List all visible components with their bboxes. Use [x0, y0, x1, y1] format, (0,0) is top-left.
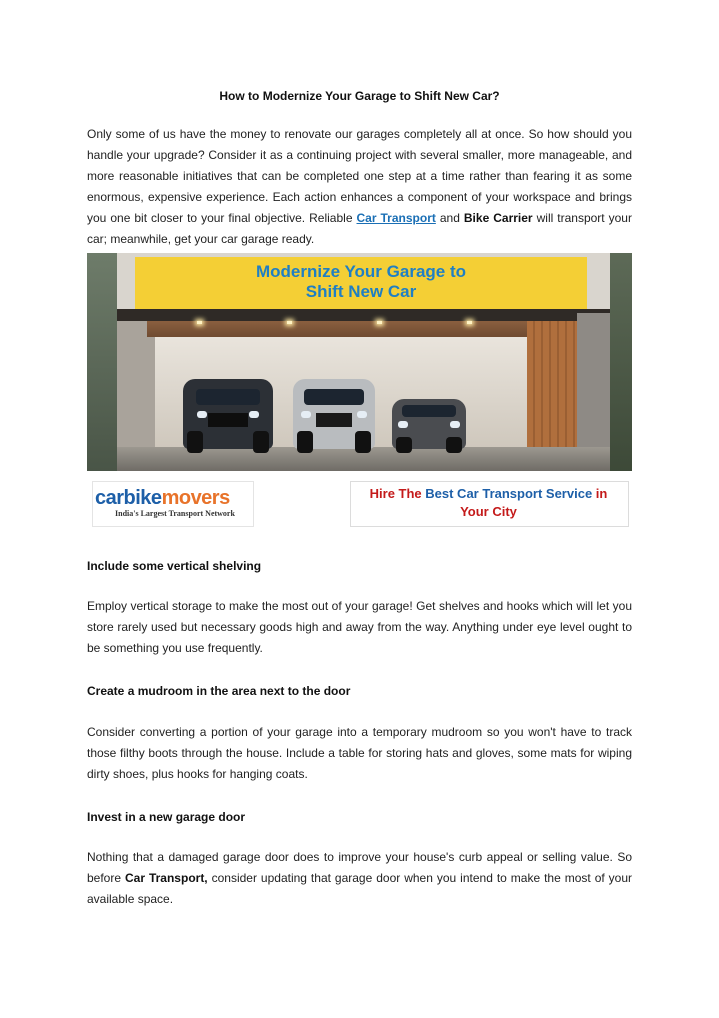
banner-headline: [135, 262, 587, 302]
mudroom-paragraph: [87, 722, 632, 785]
garage-roof: [117, 309, 610, 321]
banner-headline-line: Modernize Your Garage to: [255, 262, 467, 281]
logo-wordmark-part: movers: [161, 487, 230, 509]
hire-text: Your City: [460, 504, 517, 519]
logo-tagline: India's Largest Transport Network: [115, 509, 235, 518]
intro-line: enormous, expensive experience. Each action enhances a component of your workspace and brings: [87, 190, 632, 204]
hire-text: Hire The: [369, 486, 426, 501]
wood-cladding: [527, 321, 577, 467]
garage-door-line: [87, 868, 632, 889]
intro-line: car; meanwhile, get your car garage ready.: [87, 232, 315, 246]
jeep-car: [183, 379, 273, 449]
page-title: How to Modernize Your Garage to Shift New Car?: [219, 89, 500, 103]
ceiling-light: [287, 321, 292, 324]
car-transport-bold: Car Transport,: [125, 871, 208, 885]
wood-ceiling: [147, 321, 537, 337]
ceiling-light: [197, 321, 202, 324]
shelving-line: be something you use frequently.: [87, 641, 263, 655]
section-heading-garage-door: Invest in a new garage door: [87, 810, 246, 824]
garage-door-line: available space.: [87, 892, 174, 906]
intro-text: you one bit closer to your final objective. Reliable: [87, 211, 357, 225]
garage-door-paragraph: [87, 847, 632, 910]
hire-text: in: [592, 486, 608, 501]
suv-car: [293, 379, 375, 449]
garage-door-line: Nothing that a damaged garage door does to improve your house's curb appeal or selling value. So: [87, 850, 632, 864]
section-heading-shelving: Include some vertical shelving: [87, 559, 262, 573]
banner-headline-line: Shift New Car: [305, 282, 417, 301]
mudroom-line: dirty shoes, plus hooks for hanging coats.: [87, 767, 308, 781]
intro-text: will transport your: [532, 211, 632, 225]
intro-line: Only some of us have the money to renovate our garages completely all at once. So how should you: [87, 127, 632, 141]
garage-door-text: before: [87, 871, 125, 885]
hire-callout-text: [350, 485, 627, 521]
ceiling-light: [377, 321, 382, 324]
intro-line: more reasonable initiatives that can be completed one step at a time rather than fearing it as some: [87, 169, 632, 183]
logo-wordmark: [95, 487, 230, 510]
hire-text-highlight: Best Car Transport Service: [425, 486, 593, 501]
intro-line: [87, 208, 632, 229]
shelving-line: Employ vertical storage to make the most out of your garage! Get shelves and hooks which will let you: [87, 599, 632, 613]
bike-carrier-text: Bike Carrier: [463, 211, 533, 225]
section-heading-mudroom: Create a mudroom in the area next to the door: [87, 684, 351, 698]
mudroom-line: Consider converting a portion of your garage into a temporary mudroom so you won't have to track: [87, 725, 632, 739]
stone-pillar: [577, 313, 610, 468]
shelving-line: store rarely used but necessary goods high and away from the way. Anything under eye level ought to: [87, 620, 632, 634]
ceiling-light: [467, 321, 472, 324]
intro-line: handle your upgrade? Consider it as a continuing project with several smaller, more manageable, and: [87, 148, 632, 162]
garage-banner-image: [87, 253, 632, 532]
car-transport-link[interactable]: Car Transport: [356, 211, 436, 225]
sports-car: [392, 399, 466, 449]
intro-paragraph: [87, 124, 632, 250]
intro-text: and: [435, 211, 464, 225]
garage-door-text: consider updating that garage door when you intend to make the most of your: [207, 871, 633, 885]
shelving-paragraph: [87, 596, 632, 659]
mudroom-line: those filthy boots through the house. Include a table for storing hats and gloves, some mats for wiping: [87, 746, 632, 760]
logo-wordmark-part: carbike: [95, 487, 162, 509]
